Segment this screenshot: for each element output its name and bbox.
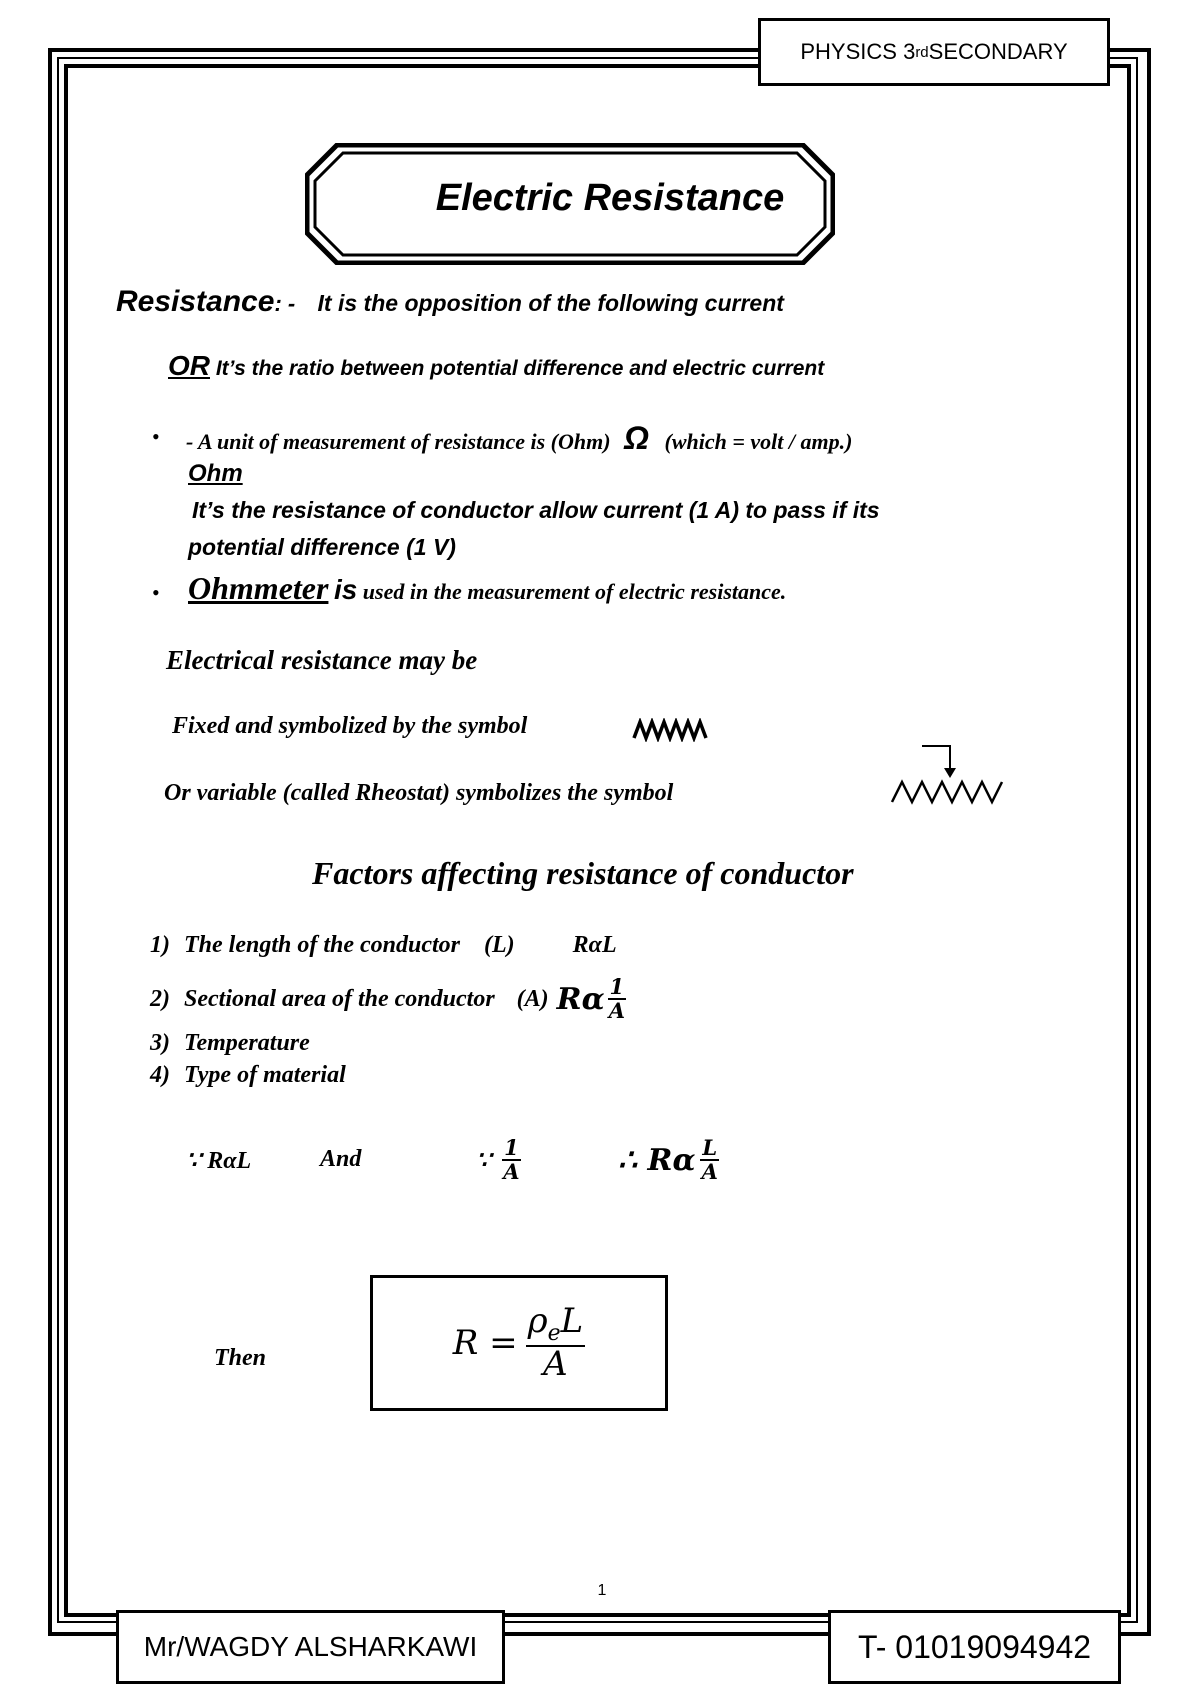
derivation-because-1: ∵ RαL: [186, 1148, 252, 1174]
ohm-definition-line1: It’s the resistance of conductor allow current (1 A) to pass if its: [192, 497, 880, 523]
fraction-denominator: A: [608, 998, 625, 1023]
factor-text: The length of the conductor: [184, 932, 461, 958]
ohmmeter-term: Ohmmeter: [188, 570, 329, 606]
fraction-numerator: L: [702, 1134, 718, 1160]
factor-fraction: [607, 973, 627, 1023]
formula-fraction: [526, 1300, 586, 1384]
definition-sep: : -: [274, 291, 296, 316]
factor-relation: RαL: [572, 932, 617, 958]
formula-subscript: e: [547, 1320, 561, 1346]
ohmmeter-line: [188, 570, 786, 607]
derivation-fraction-1: [501, 1134, 521, 1184]
factor-text: Temperature: [184, 1030, 310, 1056]
fixed-resistor-text: Fixed and symbolized by the symbol: [172, 713, 528, 739]
unit-line: [186, 420, 852, 457]
factor-num: 3): [150, 1030, 170, 1056]
factor-num: 1): [150, 932, 170, 958]
factor-text: Type of material: [184, 1062, 346, 1088]
page-number: 1: [597, 1582, 607, 1599]
fraction-numerator: 1: [609, 973, 625, 999]
derivation-fraction-2: [700, 1134, 720, 1184]
level-label: SECONDARY: [928, 39, 1068, 64]
ohmmeter-text: used in the measurement of electric resistance.: [362, 579, 787, 604]
definition-line: [116, 285, 784, 319]
ohm-heading: Ohm: [188, 460, 243, 487]
unit-text: - A unit of measurement of resistance is (Ohm): [186, 429, 611, 454]
formula-numerator: [526, 1300, 586, 1347]
derivation-then: Then: [214, 1345, 267, 1371]
ohm-definition-line2: potential difference (1 V): [188, 534, 456, 560]
definition-text: It is the opposition of the following current: [317, 290, 784, 316]
factor-num: 2): [150, 985, 170, 1012]
formula-length: L: [560, 1300, 584, 1341]
derivation-because-2: [476, 1128, 522, 1192]
subject-sup: rd: [915, 43, 929, 61]
factor-item-4: [150, 1062, 346, 1089]
subject-label: PHYSICS 3: [800, 39, 916, 64]
fraction-numerator: 1: [504, 1134, 519, 1160]
fraction-denominator: A: [701, 1159, 718, 1184]
title-banner: [305, 143, 835, 265]
factor-relation: Rα: [556, 981, 605, 1017]
variable-resistor-text: Or variable (called Rheostat) symbolizes the symbol: [164, 780, 674, 806]
page-title: Electric Resistance: [435, 177, 785, 219]
fraction-denominator: A: [503, 1159, 520, 1184]
factor-item-3: [150, 1030, 310, 1057]
definition-term: Resistance: [116, 285, 275, 318]
rheostat-symbol-icon: [890, 742, 1010, 808]
factor-item-2: [150, 968, 627, 1030]
ohmmeter-is: is: [333, 574, 358, 605]
factor-var: (A): [516, 985, 549, 1012]
therefore-relation: ∴ Rα: [618, 1142, 696, 1178]
ohm-symbol: Ω: [624, 420, 650, 456]
formula-rho: ρ: [527, 1300, 548, 1341]
types-heading: Electrical resistance may be: [166, 645, 478, 675]
factors-heading: Factors affecting resistance of conductor: [312, 855, 854, 891]
author-label: Mr/WAGDY ALSHARKAWI: [116, 1610, 505, 1684]
derivation-and: And: [320, 1146, 362, 1172]
subject-header: [758, 18, 1110, 86]
formula-denominator: A: [543, 1343, 568, 1384]
because-symbol: ∵: [476, 1147, 492, 1174]
bullet-dot: •: [152, 424, 160, 449]
phone-label: T- 01019094942: [828, 1610, 1121, 1684]
formula-lhs: R =: [452, 1323, 518, 1363]
bullet-dot: •: [152, 580, 160, 605]
factor-num: 4): [150, 1062, 170, 1088]
definition-or-line: [168, 350, 824, 382]
derivation-therefore: [618, 1128, 720, 1192]
or-text: It’s the ratio between potential difference and electric current: [215, 357, 825, 380]
fixed-resistor-symbol-icon: [632, 718, 712, 742]
or-label: OR: [168, 350, 210, 381]
factor-item-1: [150, 932, 617, 959]
unit-note: (which = volt / amp.): [664, 429, 853, 454]
factor-var: (L): [484, 932, 515, 958]
factor-text: Sectional area of the conductor: [184, 985, 495, 1012]
resistivity-formula-box: [370, 1275, 668, 1411]
